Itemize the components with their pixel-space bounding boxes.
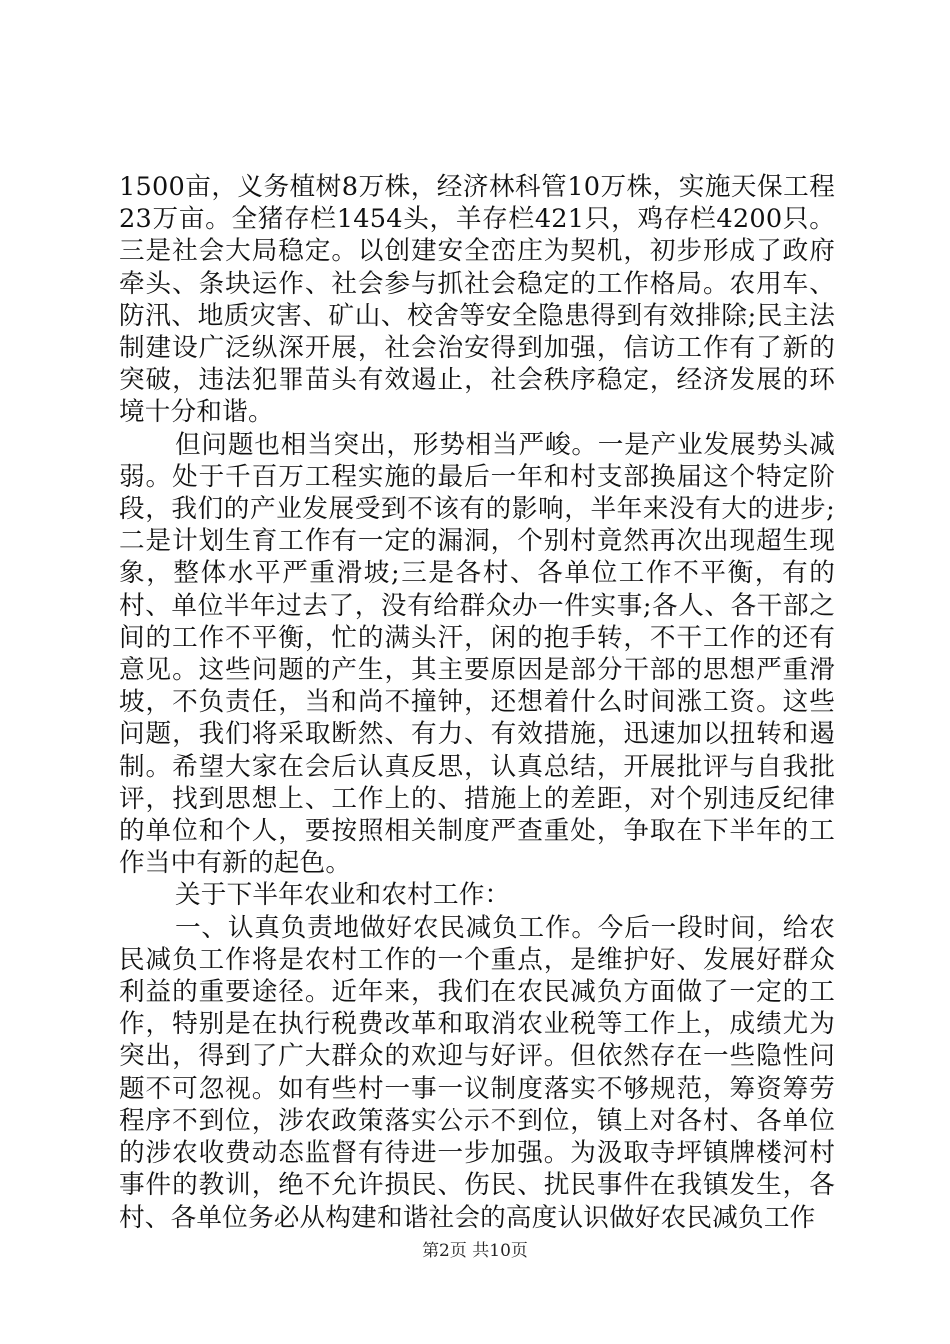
paragraph-farmer-burden: 一、认真负责地做好农民减负工作。今后一段时间，给农民减负工作将是农村工作的一个重点，是维护好、发展好群众利益的重要途径。近年来，我们在农民减负方面做了一定的工作，特别是在执行税费改革和取消农业税等工作上，成绩尤为突出，得到了广大群众的欢迎与好评。但依然存在一些隐性问题不可忽视。如有些村一事一议制度落实不够规范，筹资筹劳程序不到位，涉农政策落实公示不到位，镇上对各村、各单位的涉农收费动态监督有待进一步加强。为汲取寺坪镇牌楼河村事件的教训，绝不允许损民、伤民、扰民事件在我镇发生，各村、各单位务必从构建和谐社会的高度认识做好农民减负工作 [119,912,835,1233]
paragraph-problems: 但问题也相当突出，形势相当严峻。一是产业发展势头减弱。处于千百万工程实施的最后一年和村支部换届这个特定阶段，我们的产业发展受到不该有的影响，半年来没有大的进步;二是计划生育工作有一定的漏洞，个别村竟然再次出现超生现象，整体水平严重滑坡;三是各村、各单位工作不平衡，有的村、单位半年过去了，没有给群众办一件实事;各人、各干部之间的工作不平衡，忙的满头汗，闲的抱手转，不干工作的还有意见。这些问题的产生，其主要原因是部分干部的思想严重滑坡，不负责任，当和尚不撞钟，还想着什么时间涨工资。这些问题，我们将采取断然、有力、有效措施，迅速加以扭转和遏制。希望大家在会后认真反思，认真总结，开展批评与自我批评，找到思想上、工作上的、措施上的差距，对个别违反纪律的单位和个人，要按照相关制度严查重处，争取在下半年的工作当中有新的起色。 [119,429,835,879]
page-number-footer: 第2页 共10页 [422,1241,528,1261]
paragraph-continuation: 1500亩，义务植树8万株，经济林科管10万株，实施天保工程23万亩。全猪存栏1454头，羊存栏421只，鸡存栏4200只。三是社会大局稳定。以创建安全峦庄为契机，初步形成了政府牵头、条块运作、社会参与抓社会稳定的工作格局。农用车、防汛、地质灾害、矿山、校舍等安全隐患得到有效排除;民主法制建设广泛纵深开展，社会治安得到加强，信访工作有了新的突破，违法犯罪苗头有效遏止，社会秩序稳定，经济发展的环境十分和谐。 [119,172,835,428]
document-body [119,171,835,1234]
section-heading: 关于下半年农业和农村工作： [175,880,511,911]
